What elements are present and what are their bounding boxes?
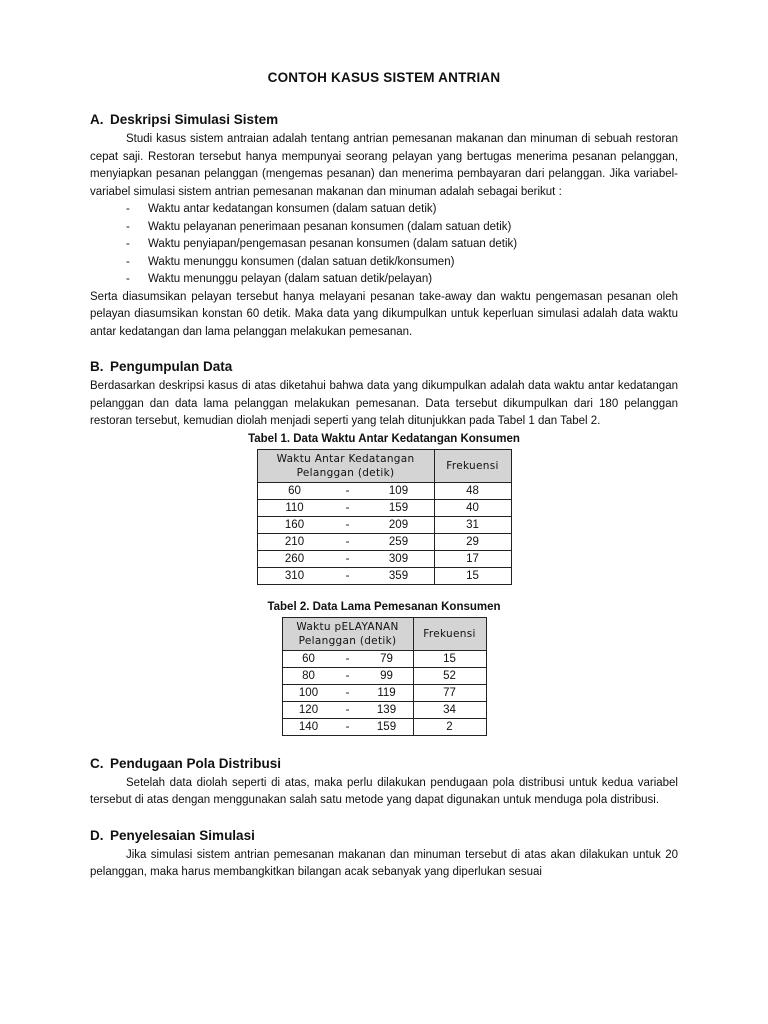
section-b-heading xyxy=(90,359,678,374)
table-row: 120 - 139 34 xyxy=(282,701,486,718)
list-item: - Waktu menunggu konsumen (dalan satuan detik/konsumen) xyxy=(126,255,455,268)
section-c-heading xyxy=(90,756,678,771)
section-b-title: Pengumpulan Data xyxy=(110,359,233,374)
section-d-title: Penyelesaian Simulasi xyxy=(110,827,255,843)
table-1-header-frequency: Frekuensi xyxy=(434,449,511,482)
document-title: CONTOH KASUS SISTEM ANTRIAN xyxy=(267,70,501,85)
table-row: 310 - 359 15 xyxy=(257,567,511,584)
section-d-paragraph: Jika simulasi sistem antrian pemesanan makanan dan minuman tersebut di atas akan dilakukan untuk 20 pelanggan, maka harus membangkitkan bilangan acak sebanyak yang diperlukan sesuai xyxy=(90,848,678,878)
section-c-paragraph: Setelah data diolah seperti di atas, maka perlu dilakukan pendugaan pola distribusi untuk kedua variabel tersebut di atas dengan menggunakan salah satu metode yang dapat digunakan untuk menduga pola distribusi. xyxy=(90,776,678,806)
section-b-paragraph: Berdasarkan deskripsi kasus di atas diketahui bahwa data yang dikumpulkan adalah data waktu antar kedatangan pelanggan dan data lama pelanggan melakukan pemesanan. Data tersebut dikumpulkan dari 180 pelanggan restoran tersebut, kemudian diolah menjadi seperti yang telah ditunjukkan pada Tabel 1 dan Tabel 2. xyxy=(90,380,678,427)
table-1-header-row xyxy=(257,449,511,482)
table-1-header-range: Waktu Antar Kedatangan Pelanggan (detik) xyxy=(257,449,434,482)
table-row: 60 - 109 48 xyxy=(257,482,511,499)
section-d-heading xyxy=(90,828,678,843)
list-item: - Waktu antar kedatangan konsumen (dalam satuan detik) xyxy=(126,203,437,215)
table-2-header-range: Waktu pELAYANAN Pelanggan (detik) xyxy=(282,617,413,650)
section-a-title: Deskripsi Simulasi Sistem xyxy=(110,112,279,127)
table-row: 260 - 309 17 xyxy=(257,550,511,567)
list-item: - Waktu penyiapan/pengemasan pesanan konsumen (dalam satuan detik) xyxy=(126,238,518,250)
section-a-heading xyxy=(90,112,678,127)
table-row: 100 - 119 77 xyxy=(282,684,486,701)
table-row: 140 - 159 2 xyxy=(282,718,486,735)
table-row: 210 - 259 29 xyxy=(257,533,511,550)
table-row: 60 - 79 15 xyxy=(282,650,486,667)
variable-list xyxy=(90,201,678,289)
table-2-header-row xyxy=(282,617,486,650)
table-2 xyxy=(282,617,487,736)
list-item: - Waktu pelayanan penerimaan pesanan konsumen (dalam satuan detik) xyxy=(126,220,512,233)
section-a-paragraph-1: Studi kasus sistem antraian adalah tentang antrian pemesanan makanan dan minuman di sebuah restoran cepat saji. Restoran tersebut hanya mempunyai seorang pelayan yang bertugas menerima pesanan pelanggan, menyiapkan pesanan pelanggan (mengemas pesanan) dan menerima pembayaran dari pelanggan. Jika variabel-variabel simulasi sistem antrian pemesanan makanan dan minuman adalah sebagai berikut : xyxy=(90,133,678,198)
table-1-caption: Tabel 1. Data Waktu Antar Kedatangan Konsumen xyxy=(248,432,520,445)
section-c-title: Pendugaan Pola Distribusi xyxy=(110,755,282,771)
section-a-paragraph-2: Serta diasumsikan pelayan tersebut hanya melayani pesanan take-away dan waktu pengemasan pesanan oleh pelayan diasumsikan konstan 60 detik. Maka data yang dikumpulkan untuk keperluan simulasi adalah data waktu antar kedatangan dan lama pelanggan melakukan pemesanan. xyxy=(90,290,678,338)
table-1 xyxy=(257,449,512,585)
section-a-letter: A. xyxy=(90,112,104,127)
section-b-letter: B. xyxy=(90,359,104,374)
table-2-header-frequency: Frekuensi xyxy=(413,617,486,650)
table-row: 80 - 99 52 xyxy=(282,667,486,684)
list-item: - Waktu menunggu pelayan (dalam satuan detik/pelayan) xyxy=(126,273,433,285)
table-row: 160 - 209 31 xyxy=(257,516,511,533)
section-c-letter: C. xyxy=(90,755,104,771)
section-d-letter: D. xyxy=(90,827,104,843)
table-2-caption: Tabel 2. Data Lama Pemesanan Konsumen xyxy=(267,600,501,613)
table-row: 110 - 159 40 xyxy=(257,499,511,516)
